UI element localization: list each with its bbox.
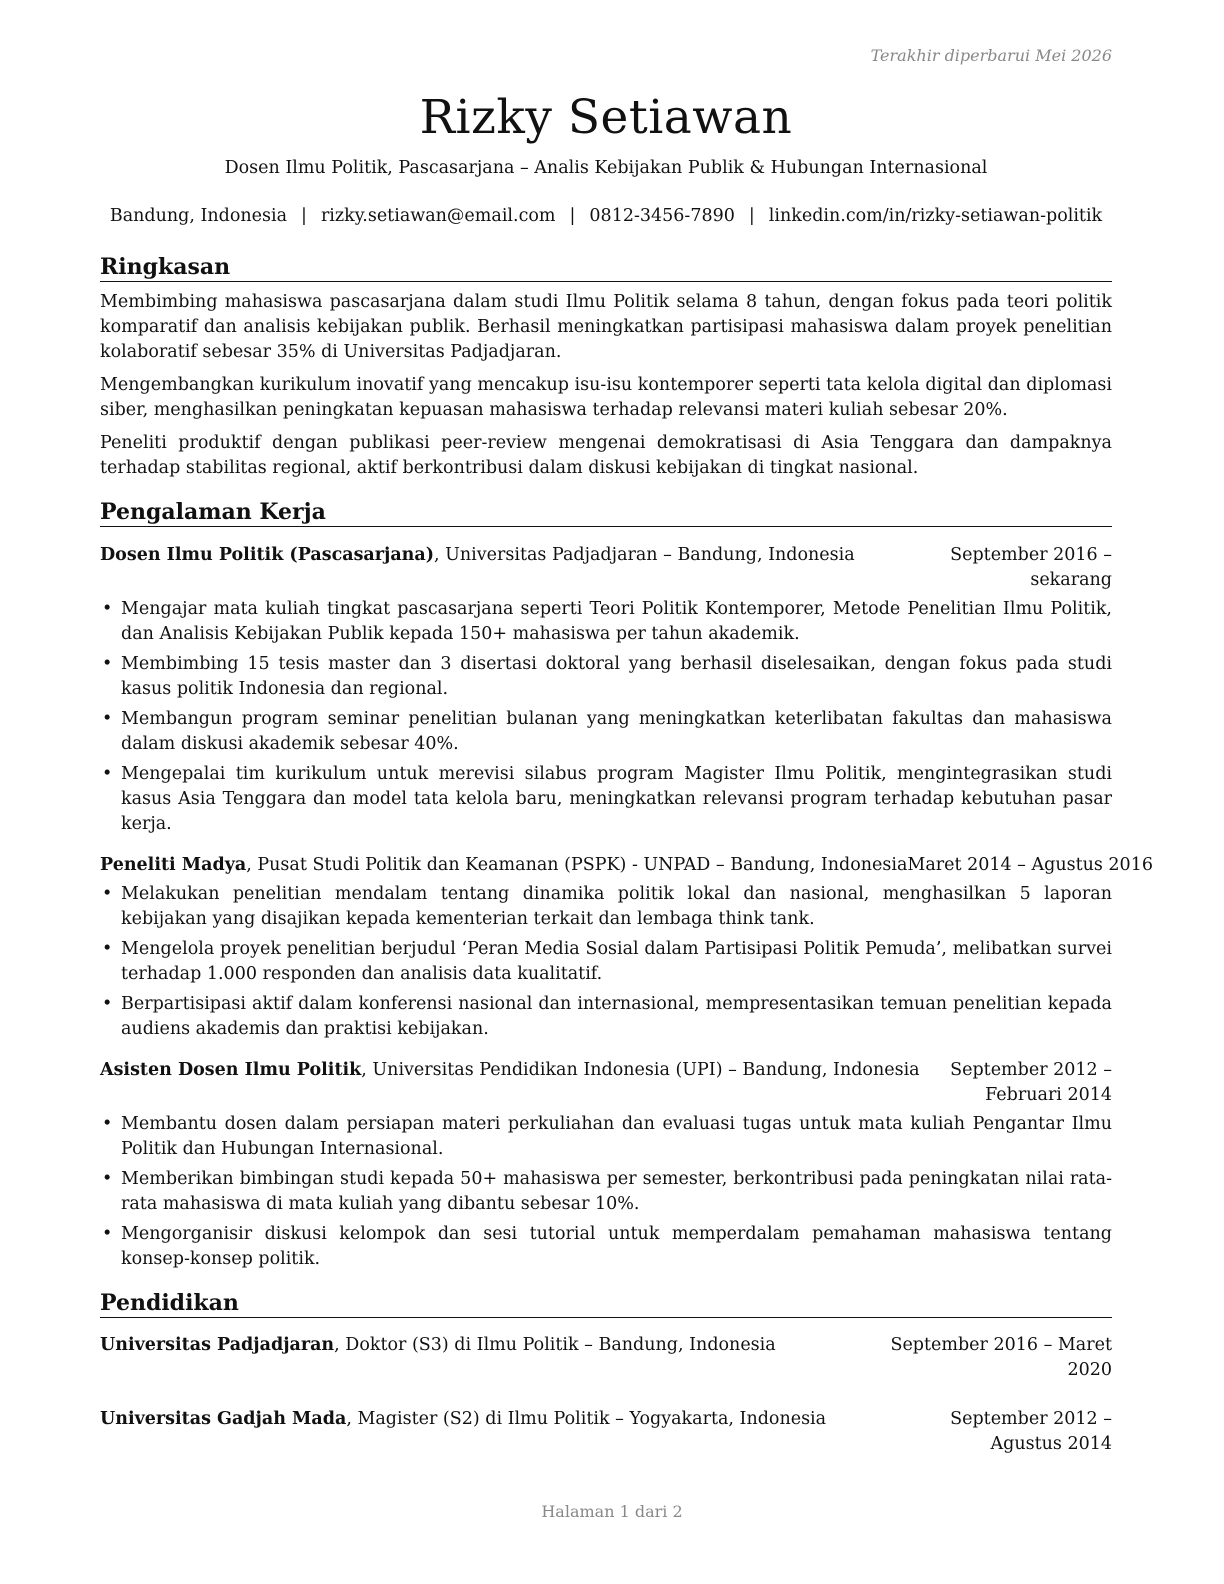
contact-phone: 0812-3456-7890 bbox=[589, 206, 735, 226]
job-role: Peneliti Madya bbox=[100, 855, 247, 875]
education-title-line bbox=[100, 1333, 776, 1383]
education-dates: September 2012 – Agustus 2014 bbox=[950, 1409, 1112, 1454]
last-updated: Terakhir diperbarui Mei 2026 bbox=[870, 46, 1112, 65]
job-bullet: • Mengorganisir diskusi kelompok dan sesi tutorial untuk memperdalam pemahaman mahasiswa tentang konsep-konsep politik. bbox=[100, 1222, 1112, 1272]
education-school: Universitas Padjadjaran bbox=[100, 1335, 335, 1355]
education-item bbox=[100, 1407, 1112, 1457]
job-bullet: • Mengepalai tim kurikulum untuk merevisi silabus program Magister Ilmu Politik, mengintegrasikan studi kasus Asia Tenggara dan model tata kelola baru, meningkatkan relevansi program terhadap kebutuhan pasar kerja. bbox=[100, 762, 1112, 837]
education-title-line bbox=[100, 1407, 826, 1457]
job-bullet: • Mengelola proyek penelitian berjudul ‘Peran Media Sosial dalam Partisipasi Politik Pemuda’, melibatkan survei terhadap 1.000 responden dan analisis data kualitatif. bbox=[100, 937, 1112, 987]
job-bullet: • Berpartisipasi aktif dalam konferensi nasional dan internasional, mempresentasikan temuan penelitian kepada audiens akademis dan praktisi kebijakan. bbox=[100, 992, 1112, 1042]
section-title-education: Pendidikan bbox=[100, 1290, 1112, 1318]
contact-email[interactable]: rizky.setiawan@email.com bbox=[320, 206, 556, 226]
job-bullet: • Mengajar mata kuliah tingkat pascasarjana seperti Teori Politik Kontemporer, Metode Penelitian Ilmu Politik, dan Analisis Kebijakan Publik kepada 150+ mahasiswa per tahun akademik. bbox=[100, 597, 1112, 647]
page-number: Halaman 1 dari 2 bbox=[541, 1502, 683, 1521]
summary-paragraph: Membimbing mahasiswa pascasarjana dalam studi Ilmu Politik selama 8 tahun, dengan fokus pada teori politik komparatif dan analisis kebijakan publik. Berhasil meningkatkan partisipasi mahasiswa dalam proyek penelitian kolaboratif sebesar 35% di Universitas Padjadjaran. bbox=[100, 292, 1112, 362]
contact-linkedin[interactable]: linkedin.com/in/rizky-setiawan-politik bbox=[768, 206, 1103, 226]
job-header bbox=[100, 1058, 1112, 1108]
job-bullet: • Memberikan bimbingan studi kepada 50+ mahasiswa per semester, berkontribusi pada peningkatan nilai rata-rata mahasiswa di mata kuliah yang dibantu sebesar 10%. bbox=[100, 1167, 1112, 1217]
job-title-line bbox=[100, 1058, 920, 1083]
education-dates: September 2016 – Maret 2020 bbox=[890, 1335, 1112, 1380]
job-bullets bbox=[100, 597, 1112, 837]
job-header bbox=[100, 853, 1153, 878]
job-bullet: • Membimbing 15 tesis master dan 3 disertasi doktoral yang berhasil diselesaikan, dengan fokus pada studi kasus politik Indonesia dan regional. bbox=[100, 652, 1112, 702]
job-dates: September 2016 – sekarang bbox=[950, 545, 1112, 590]
section-title-summary: Ringkasan bbox=[100, 254, 1112, 282]
job-org: , Pusat Studi Politik dan Keamanan (PSPK) - UNPAD – Bandung, Indonesia bbox=[246, 855, 908, 875]
job-title-line bbox=[100, 853, 907, 878]
education-detail: , Magister (S2) di Ilmu Politik – Yogyakarta, Indonesia bbox=[346, 1409, 827, 1429]
contact-separator: | bbox=[569, 206, 576, 226]
summary-paragraph: Mengembangkan kurikulum inovatif yang mencakup isu-isu kontemporer seperti tata kelola digital dan diplomasi siber, menghasilkan peningkatan kepuasan mahasiswa terhadap relevansi materi kuliah sebesar 20%. bbox=[100, 375, 1112, 420]
job-role: Dosen Ilmu Politik (Pascasarjana) bbox=[100, 545, 435, 565]
job-bullet: • Membantu dosen dalam persiapan materi perkuliahan dan evaluasi tugas untuk mata kuliah Pengantar Ilmu Politik dan Hubungan Internasional. bbox=[100, 1112, 1112, 1162]
job-header bbox=[100, 543, 1112, 593]
contact-separator: | bbox=[301, 206, 307, 226]
job-bullet: • Melakukan penelitian mendalam tentang dinamika politik lokal dan nasional, menghasilkan 5 laporan kebijakan yang disajikan kepada kementerian terkait dan lembaga think tank. bbox=[100, 882, 1112, 932]
contact-line bbox=[100, 206, 1112, 226]
job-bullet: • Membangun program seminar penelitian bulanan yang meningkatkan keterlibatan fakultas dan mahasiswa dalam diskusi akademik sebesar 40%. bbox=[100, 707, 1112, 757]
summary-paragraph: Peneliti produktif dengan publikasi peer-review mengenai demokratisasi di Asia Tenggara dan dampaknya terhadap stabilitas regional, aktif berkontribusi dalam diskusi kebijakan di tingkat nasional. bbox=[100, 433, 1112, 478]
contact-location: Bandung, Indonesia bbox=[109, 206, 288, 226]
education-item bbox=[100, 1333, 1112, 1383]
education-school: Universitas Gadjah Mada bbox=[100, 1409, 347, 1429]
contact-separator: | bbox=[748, 206, 755, 226]
job-title-line bbox=[100, 543, 880, 568]
job-dates: September 2012 – Februari 2014 bbox=[950, 1060, 1112, 1105]
job-bullets bbox=[100, 1112, 1112, 1272]
candidate-name: Rizky Setiawan bbox=[419, 90, 793, 145]
tagline: Dosen Ilmu Politik, Pascasarjana – Analis Kebijakan Publik & Hubungan Internasional bbox=[224, 158, 988, 178]
education-detail: , Doktor (S3) di Ilmu Politik – Bandung, Indonesia bbox=[334, 1335, 776, 1355]
job-org: , Universitas Pendidikan Indonesia (UPI) – Bandung, Indonesia bbox=[361, 1060, 920, 1080]
job-bullets bbox=[100, 882, 1112, 1042]
job-role: Asisten Dosen Ilmu Politik bbox=[100, 1060, 362, 1080]
job-dates: Maret 2014 – Agustus 2016 bbox=[907, 855, 1153, 875]
section-title-experience: Pengalaman Kerja bbox=[100, 499, 1112, 527]
job-org: , Universitas Padjadjaran – Bandung, Indonesia bbox=[434, 545, 855, 565]
